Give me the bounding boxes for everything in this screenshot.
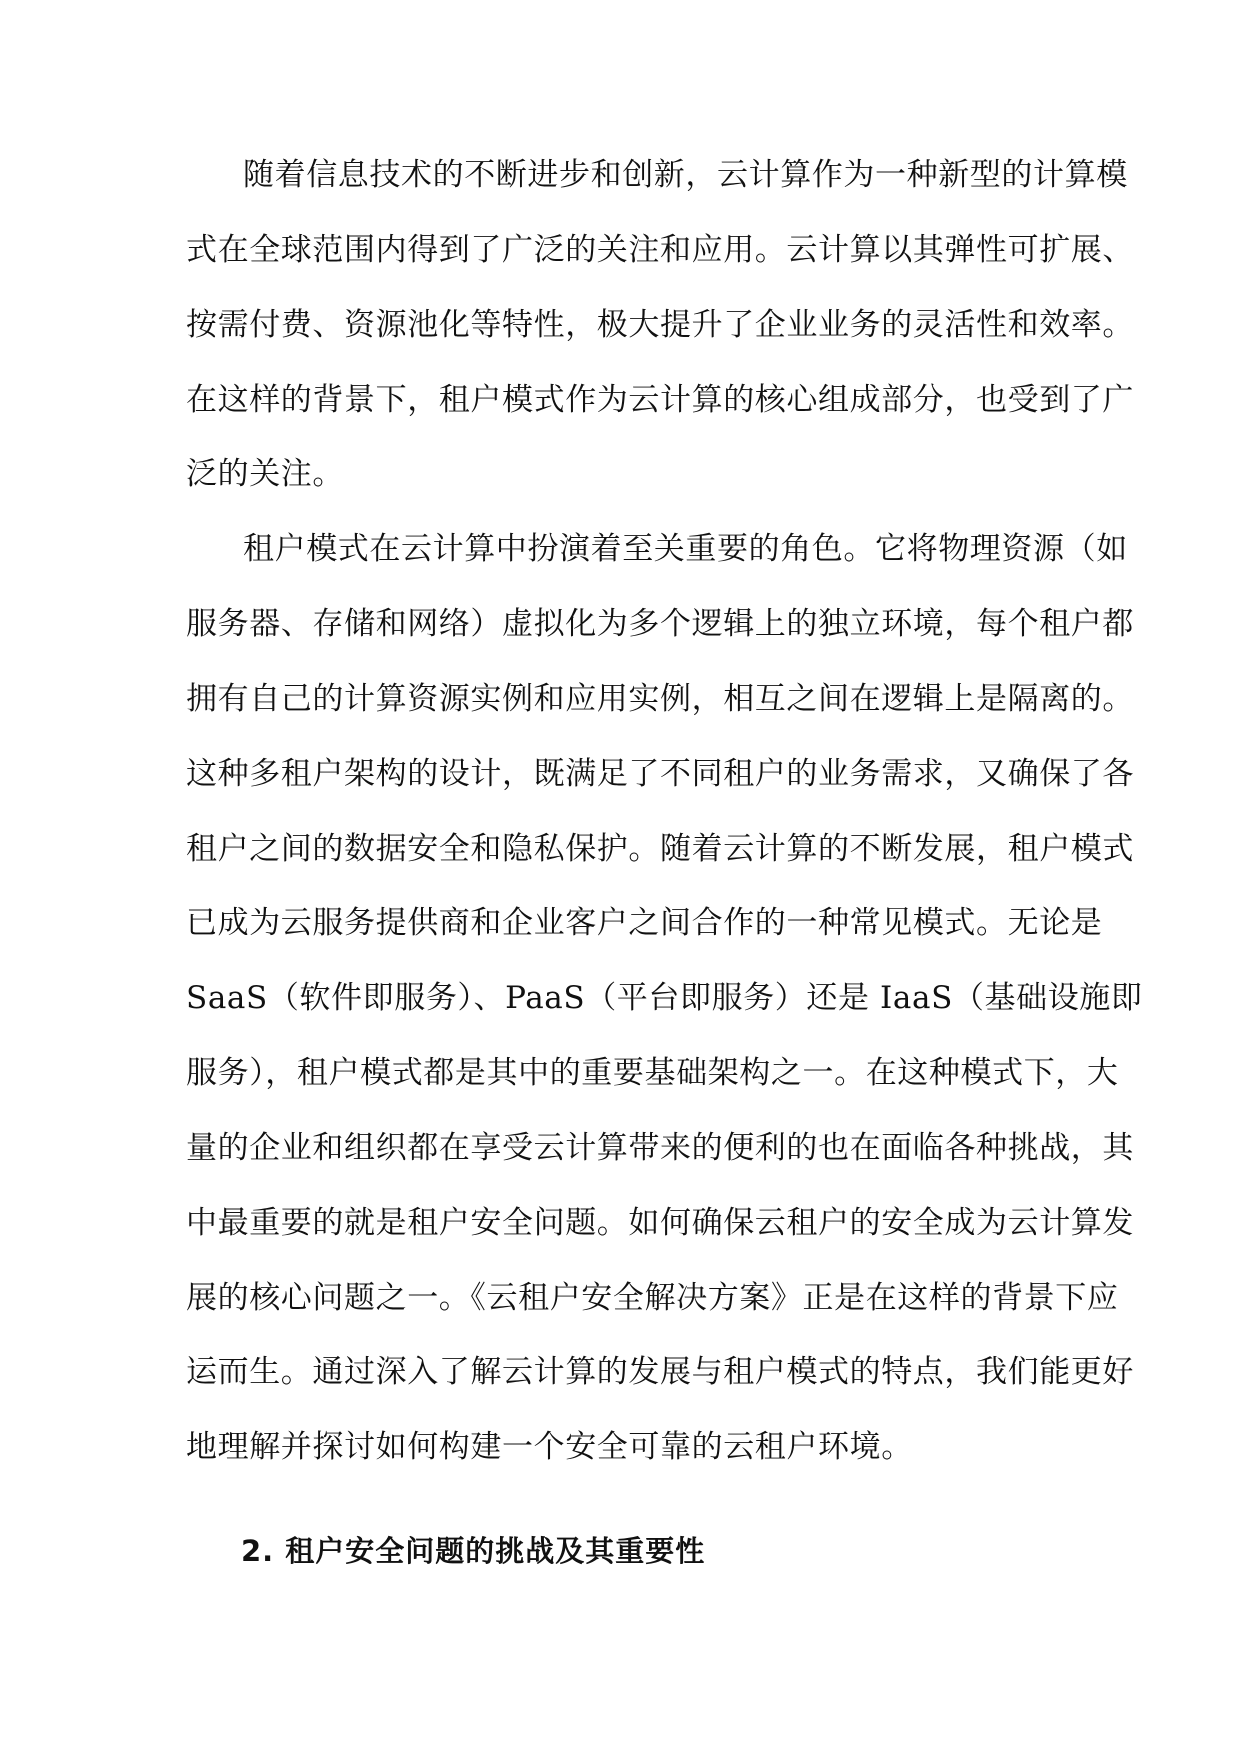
- paragraph-1-line-5: 泛的关注。: [186, 456, 344, 492]
- paragraph-1-line-3: 按需付费、资源池化等特性，极大提升了企业业务的灵活性和效率。: [186, 307, 1134, 343]
- paragraph-2-line-8: 服务），租户模式都是其中的重要基础架构之一。在这种模式下，大: [186, 1055, 1119, 1091]
- paragraph-1-line-1: 随着信息技术的不断进步和创新，云计算作为一种新型的计算模: [243, 157, 1128, 193]
- section-heading: 2. 租户安全问题的挑战及其重要性: [241, 1534, 706, 1568]
- paragraph-2-line-6: 已成为云服务提供商和企业客户之间合作的一种常见模式。无论是: [186, 905, 1103, 941]
- paragraph-2-line-11: 展的核心问题之一。《云租户安全解决方案》正是在这样的背景下应: [186, 1280, 1119, 1316]
- paragraph-2-line-4: 这种多租户架构的设计，既满足了不同租户的业务需求，又确保了各: [186, 756, 1134, 792]
- paragraph-2-line-7: SaaS（软件即服务）、PaaS（平台即服务）还是 IaaS（基础设施即: [186, 980, 1143, 1016]
- paragraph-2-line-10: 中最重要的就是租户安全问题。如何确保云租户的安全成为云计算发: [186, 1205, 1134, 1241]
- paragraph-1-line-4: 在这样的背景下，租户模式作为云计算的核心组成部分，也受到了广: [186, 382, 1134, 418]
- paragraph-1-line-2: 式在全球范围内得到了广泛的关注和应用。云计算以其弹性可扩展、: [186, 232, 1134, 268]
- paragraph-2-line-9: 量的企业和组织都在享受云计算带来的便利的也在面临各种挑战，其: [186, 1130, 1134, 1166]
- paragraph-2-line-5: 租户之间的数据安全和隐私保护。随着云计算的不断发展，租户模式: [186, 831, 1134, 867]
- paragraph-2-line-2: 服务器、存储和网络）虚拟化为多个逻辑上的独立环境，每个租户都: [186, 606, 1134, 642]
- paragraph-2-line-12: 运而生。通过深入了解云计算的发展与租户模式的特点，我们能更好: [186, 1354, 1134, 1390]
- paragraph-2-line-13: 地理解并探讨如何构建一个安全可靠的云租户环境。: [186, 1429, 913, 1465]
- paragraph-2-line-1: 租户模式在云计算中扮演着至关重要的角色。它将物理资源（如: [243, 531, 1128, 567]
- paragraph-2-line-3: 拥有自己的计算资源实例和应用实例，相互之间在逻辑上是隔离的。: [186, 681, 1134, 717]
